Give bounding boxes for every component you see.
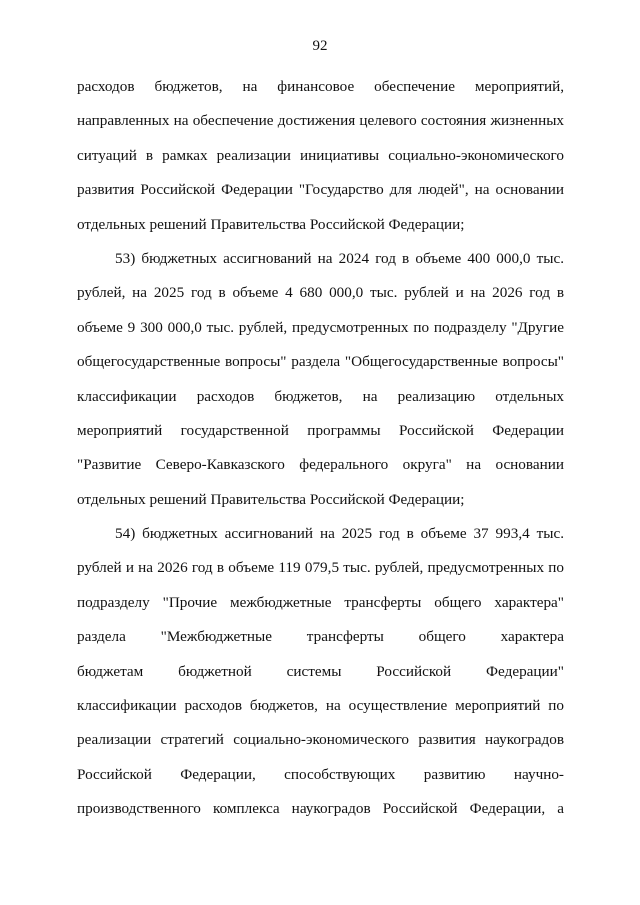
text-line: классификации расходов бюджетов, на осуществление мероприятий по [77,697,564,715]
text-line: рублей, на 2025 год в объеме 4 680 000,0 тыс. рублей и на 2026 год в [77,284,564,302]
text-line: раздела "Межбюджетные трансферты общего характера [77,628,564,646]
text-line: подразделу "Прочие межбюджетные трансферты общего характера" [77,593,564,611]
text-line: 54) бюджетных ассигнований на 2025 год в объеме 37 993,4 тыс. [115,525,564,543]
paragraph-continuation [77,70,564,242]
text-line: 53) бюджетных ассигнований на 2024 год в объеме 400 000,0 тыс. [115,249,564,267]
text-line: рублей и на 2026 год в объеме 119 079,5 тыс. рублей, предусмотренных по [77,559,564,577]
text-line: направленных на обеспечение достижения целевого состояния жизненных [77,112,564,130]
page-number: 92 [312,38,328,54]
text-line: ситуаций в рамках реализации инициативы социально-экономического [77,146,564,164]
text-line: мероприятий государственной программы Российской Федерации [77,421,564,439]
text-line: Российской Федерации, способствующих развитию научно- [77,765,564,783]
text-line: "Развитие Северо-Кавказского федерального округа" на основании [77,456,564,474]
text-line: объеме 9 300 000,0 тыс. рублей, предусмотренных по подразделу "Другие [77,318,564,336]
text-line: отдельных решений Правительства Российской Федерации; [77,490,465,508]
text-line: отдельных решений Правительства Российской Федерации; [77,215,465,233]
paragraph-54 [77,517,564,827]
paragraph-53 [77,242,564,517]
document-body [77,70,564,827]
text-line: общегосударственные вопросы" раздела "Общегосударственные вопросы" [77,353,564,371]
text-line: расходов бюджетов, на финансовое обеспечение мероприятий, [77,78,564,95]
text-line: производственного комплекса наукоградов Российской Федерации, а [77,800,564,818]
text-line: бюджетам бюджетной системы Российской Федерации" [77,662,564,680]
text-line: реализации стратегий социально-экономического развития наукоградов [77,731,564,749]
text-line: развития Российской Федерации "Государство для людей", на основании [77,181,564,199]
text-line: классификации расходов бюджетов, на реализацию отдельных [77,387,564,405]
